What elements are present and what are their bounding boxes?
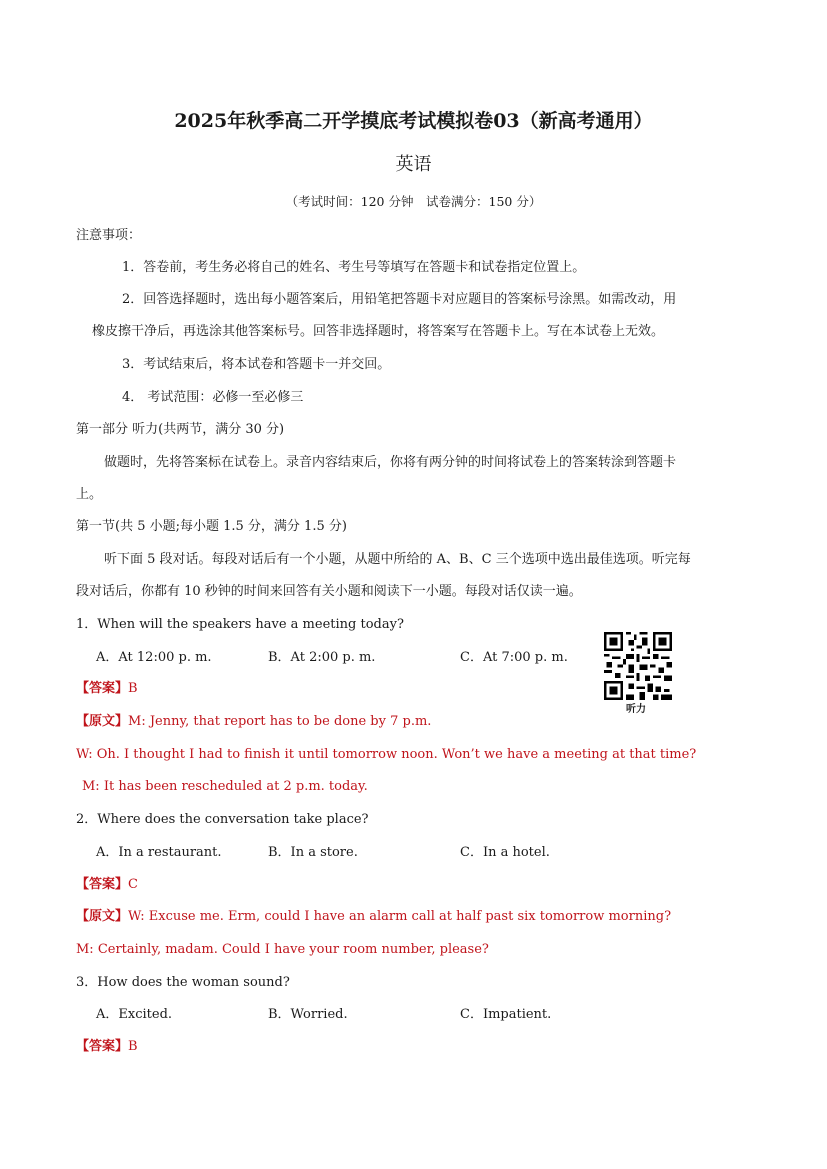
notes-heading: 注意事项： xyxy=(76,228,142,243)
section1-intro-a: 听下面 5 段对话。每段对话后有一个小题，从题中所给的 A、B、C 三个选项中选出最佳选项。听完每 xyxy=(104,552,691,567)
part1-intro-a: 做题时，先将答案标在试卷上。录音内容结束后，你将有两分钟的时间将试卷上的答案转涂到答题卡 xyxy=(104,455,677,470)
question-2-stem: 2．Where does the conversation take place? xyxy=(76,812,369,827)
question-3-option-b: B．Worried. xyxy=(268,1007,348,1022)
notes-item-2b: 橡皮擦干净后，再选涂其他答案标号。回答非选择题时，将答案写在答题卡上。写在本试卷上无效。 xyxy=(92,324,665,339)
answer-value: B xyxy=(128,681,138,696)
question-1-option-a: A．At 12:00 p. m. xyxy=(96,650,212,665)
question-2-transcript xyxy=(76,909,671,925)
question-2-answer xyxy=(76,877,138,893)
exam-info: （考试时间：120 分钟 试卷满分：150 分） xyxy=(285,194,542,209)
question-3-option-a: A．Excited. xyxy=(96,1007,173,1022)
question-1-stem: 1．When will the speakers have a meeting today? xyxy=(76,617,404,632)
question-1-transcript xyxy=(76,714,431,730)
transcript-label: 【原文】 xyxy=(76,909,129,924)
answer-value: B xyxy=(128,1039,138,1054)
subject-title: 英语 xyxy=(395,154,432,175)
notes-item-4: 4． 考试范围：必修一至必修三 xyxy=(122,390,304,405)
page-title: 2025年秋季高二开学摸底考试模拟卷03（新高考通用） xyxy=(174,110,653,132)
question-2-option-b: B．In a store. xyxy=(268,845,358,860)
answer-label: 【答案】 xyxy=(76,1039,129,1054)
question-1-option-c: C．At 7:00 p. m. xyxy=(460,650,568,665)
question-2-option-a: A．In a restaurant. xyxy=(96,845,222,860)
question-1-option-b: B．At 2:00 p. m. xyxy=(268,650,376,665)
question-3-option-c: C．Impatient. xyxy=(460,1007,552,1022)
qr-caption: 听力 xyxy=(626,704,646,715)
qr-code-image xyxy=(604,632,672,700)
notes-item-3: 3．考试结束后，将本试卷和答题卡一并交回。 xyxy=(122,357,391,372)
question-3-answer xyxy=(76,1039,138,1055)
notes-item-1: 1．答卷前，考生务必将自己的姓名、考生号等填写在答题卡和试卷指定位置上。 xyxy=(122,260,586,275)
part1-intro-b: 上。 xyxy=(76,487,103,502)
answer-label: 【答案】 xyxy=(76,681,129,696)
transcript-line: W: Oh. I thought I had to finish it until tomorrow noon. Won’t we have a meeting at that time? xyxy=(76,747,697,762)
transcript-line: M: It has been rescheduled at 2 p.m. today. xyxy=(82,779,368,794)
section1-heading: 第一节(共 5 小题;每小题 1.5 分，满分 1.5 分) xyxy=(76,519,347,534)
answer-value: C xyxy=(128,877,138,892)
part1-heading: 第一部分 听力(共两节，满分 30 分) xyxy=(76,422,285,437)
transcript-line: M: Jenny, that report has to be done by 7 p.m. xyxy=(128,714,432,729)
transcript-line: W: Excuse me. Erm, could I have an alarm call at half past six tomorrow morning? xyxy=(128,909,672,924)
question-2-option-c: C．In a hotel. xyxy=(460,845,550,860)
answer-label: 【答案】 xyxy=(76,877,129,892)
transcript-line: M: Certainly, madam. Could I have your room number, please? xyxy=(76,942,489,957)
section1-intro-b: 段对话后，你都有 10 秒钟的时间来回答有关小题和阅读下一小题。每段对话仅读一遍。 xyxy=(76,584,582,599)
notes-item-2a: 2．回答选择题时，选出每小题答案后，用铅笔把答题卡对应题目的答案标号涂黑。如需改动，用 xyxy=(122,292,677,307)
transcript-label: 【原文】 xyxy=(76,714,129,729)
question-1-answer xyxy=(76,681,138,697)
question-3-stem: 3．How does the woman sound? xyxy=(76,975,290,990)
